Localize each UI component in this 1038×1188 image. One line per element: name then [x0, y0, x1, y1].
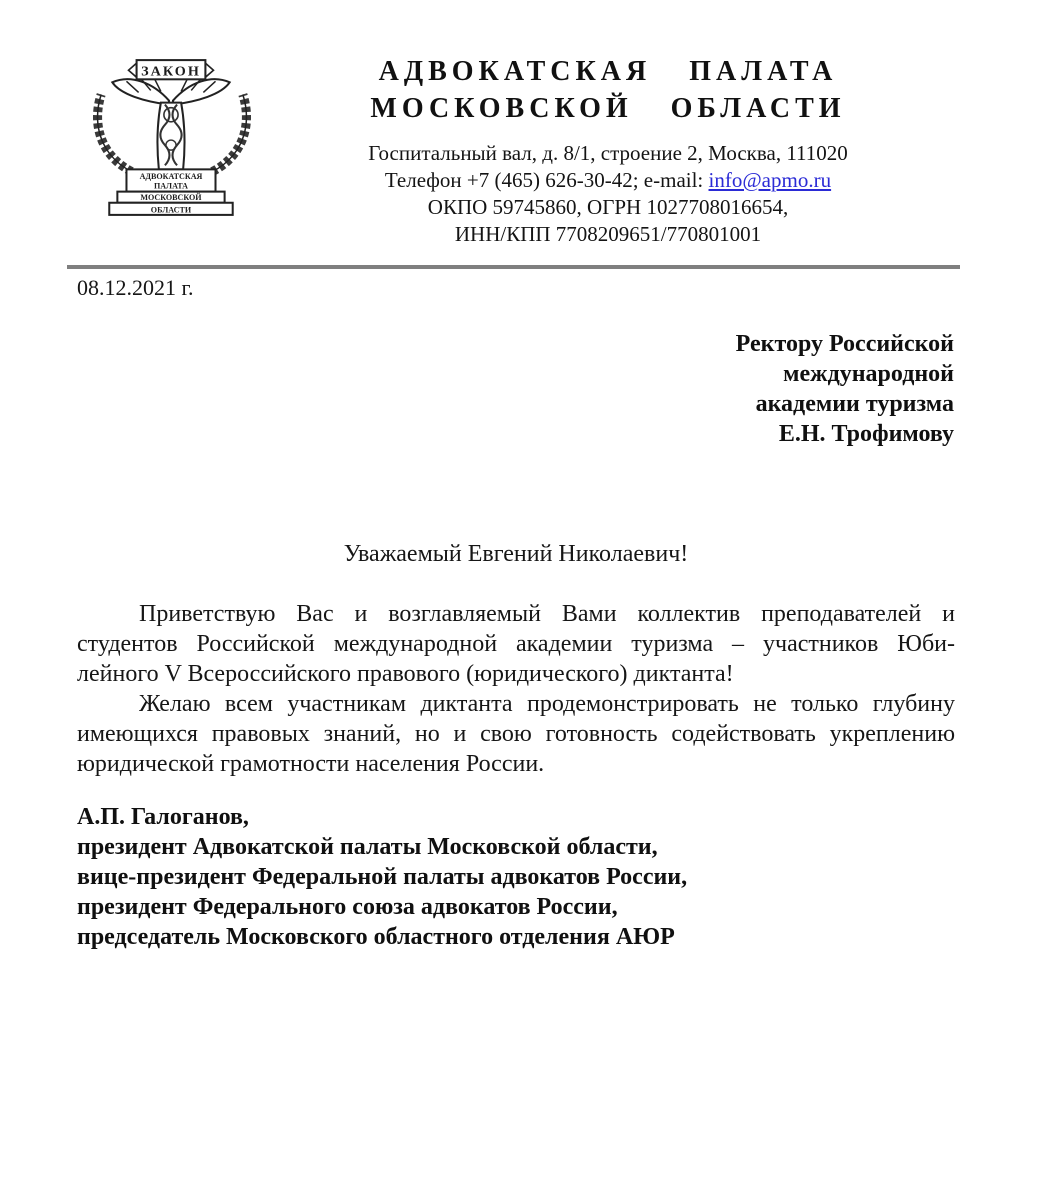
wing-left [112, 79, 169, 104]
signature-title: президент Адвокатской палаты Московской области, [77, 834, 658, 860]
signature-block [77, 802, 687, 952]
contact-block [258, 140, 958, 248]
body-line: юридической грамотности населения России. [77, 751, 545, 777]
column-body [158, 103, 185, 170]
letter-date: 08.12.2021 г. [77, 275, 194, 300]
emblem-graphic [86, 58, 258, 218]
body-line: имеющихся правовых знаний, но и свою готовность содействовать укреплению [77, 721, 955, 747]
address-line: Госпитальный вал, д. 8/1, строение 2, Москва, 111020 [368, 141, 848, 165]
inn-kpp-line: ИНН/КПП 7708209651/770801001 [454, 222, 762, 246]
letter-body [77, 599, 955, 779]
salutation: Уважаемый Евгений Николаевич! [343, 541, 689, 567]
bar-association-emblem [86, 58, 258, 218]
okpo-ogrn-line: ОКПО 59745860, ОГРН 1027708016654, [427, 195, 789, 219]
org-title-line-1: АДВОКАТСКАЯ ПАЛАТА [378, 56, 838, 87]
letterhead [258, 50, 958, 248]
signature-title: вице-президент Федеральной палаты адвокатов России, [77, 864, 688, 890]
wing-right [173, 79, 230, 104]
body-line: Приветствую Вас и возглавляемый Вами коллектив преподавателей и [139, 601, 955, 627]
body-line: студентов Российской международной академии туризма – участников Юби- [77, 631, 955, 657]
signature-name: А.П. Галоганов, [77, 804, 249, 830]
org-title [258, 53, 958, 127]
banner-text: ЗАКОН [141, 63, 201, 80]
pedestal-text-3: МОСКОВСКОЙ [140, 193, 202, 203]
recipient-line: международной [783, 361, 954, 387]
recipient-block [736, 329, 954, 449]
recipient-line: Ректору Российской [735, 331, 954, 357]
recipient-line: Е.Н. Трофимову [778, 421, 954, 447]
email-link[interactable]: info@apmo.ru [708, 168, 832, 192]
pedestal-text-4: ОБЛАСТИ [150, 205, 192, 215]
banner-right-tail [205, 63, 213, 77]
pedestal-text-1: АДВОКАТСКАЯ [139, 171, 203, 181]
phone-line [258, 167, 958, 194]
phone-label: Телефон +7 (465) 626-30-42; e-mail: [384, 168, 704, 192]
signature-title: председатель Московского областного отделения АЮР [77, 924, 675, 950]
recipient-line: академии туризма [755, 391, 954, 417]
body-line: лейного V Всероссийского правового (юридического) диктанта! [77, 661, 734, 687]
signature-title: президент Федерального союза адвокатов России, [77, 894, 618, 920]
body-line: Желаю всем участникам диктанта продемонстрировать не только глубину [139, 691, 955, 717]
wreath-left-outline [98, 94, 147, 177]
org-title-line-2: МОСКОВСКОЙ ОБЛАСТИ [370, 93, 846, 124]
banner-left-tail [128, 63, 136, 77]
wreath-right-outline [197, 94, 246, 177]
header-divider-rule [67, 265, 960, 269]
pedestal-text-2: ПАЛАТА [153, 181, 189, 191]
